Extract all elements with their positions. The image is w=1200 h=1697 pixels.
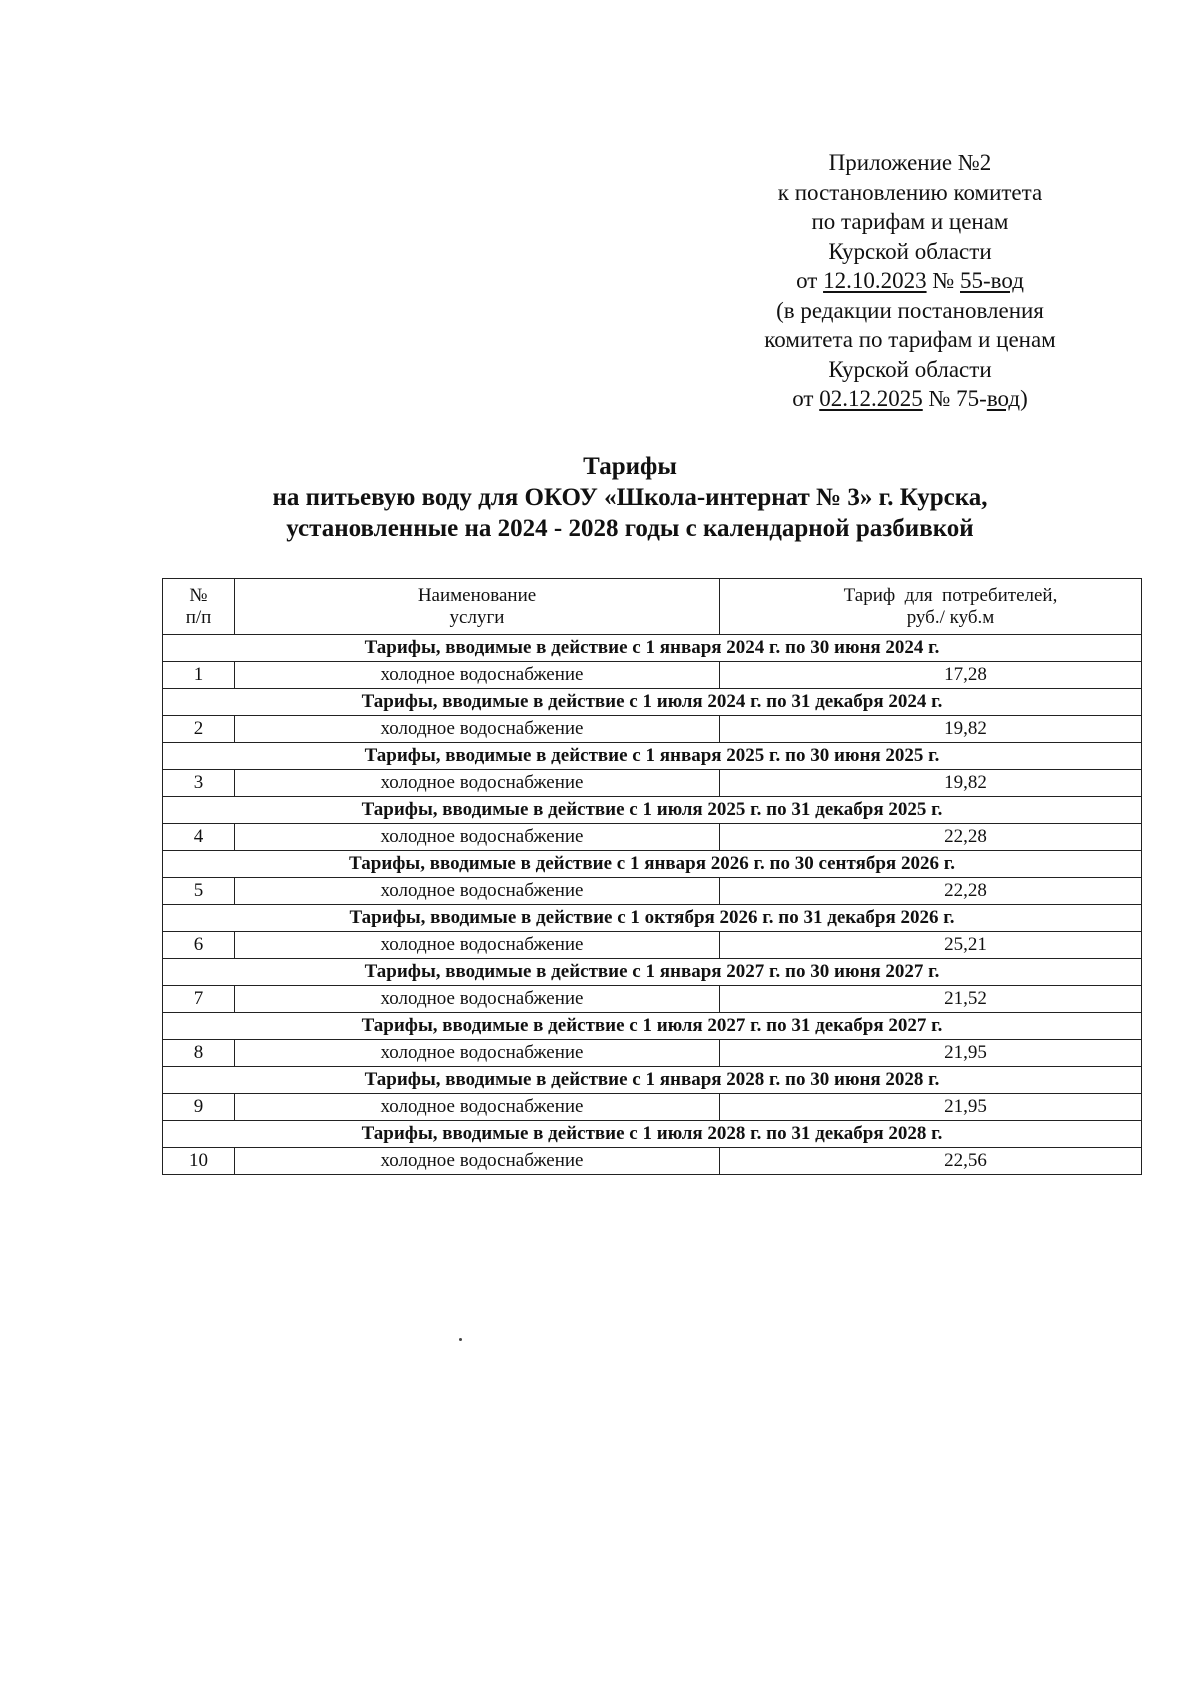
period-label: Тарифы, вводимые в действие с 1 января 2025 г. по 30 июня 2025 г. [163, 743, 1142, 770]
service-name: холодное водоснабжение [235, 824, 720, 851]
table-row [163, 770, 1142, 797]
period-row [163, 1121, 1142, 1148]
row-number: 3 [163, 770, 235, 797]
row-number: 6 [163, 932, 235, 959]
header-tariff-line-1: Тариф для потребителей, [843, 584, 1058, 606]
tariff-value: 25,21 [720, 932, 1142, 959]
row-number: 4 [163, 824, 235, 851]
row-number: 2 [163, 716, 235, 743]
period-row [163, 1013, 1142, 1040]
row-number: 1 [163, 662, 235, 689]
tariff-table [162, 578, 1142, 1175]
edition-line-3: Курской области [828, 356, 992, 382]
period-label: Тарифы, вводимые в действие с 1 января 2028 г. по 30 июня 2028 г. [163, 1067, 1142, 1094]
service-name: холодное водоснабжение [235, 1040, 720, 1067]
tariff-value: 21,52 [720, 986, 1142, 1013]
row-number: 9 [163, 1094, 235, 1121]
service-name: холодное водоснабжение [235, 932, 720, 959]
title-line-1: Тарифы [583, 453, 677, 480]
appendix-resolution-line: к постановлению комитета [777, 179, 1043, 205]
table-row [163, 1040, 1142, 1067]
edition-date: 02.12.2025 [819, 386, 923, 411]
service-name: холодное водоснабжение [235, 878, 720, 905]
period-label: Тарифы, вводимые в действие с 1 июля 2024 г. по 31 декабря 2024 г. [163, 689, 1142, 716]
tariff-value: 19,82 [720, 770, 1142, 797]
tariff-value: 22,28 [720, 824, 1142, 851]
appendix-header [730, 148, 1090, 414]
period-label: Тарифы, вводимые в действие с 1 июля 2027 г. по 31 декабря 2027 г. [163, 1013, 1142, 1040]
table-row [163, 824, 1142, 851]
table-row [163, 932, 1142, 959]
appendix-label: Приложение №2 [828, 150, 992, 175]
service-name: холодное водоснабжение [235, 1148, 720, 1175]
period-row [163, 743, 1142, 770]
header-service-line-1: Наименование [417, 584, 537, 606]
row-number: 5 [163, 878, 235, 905]
header-service [235, 579, 720, 635]
tariff-value: 17,28 [720, 662, 1142, 689]
edition-line-2: комитета по тарифам и ценам [764, 327, 1056, 352]
tariff-value: 21,95 [720, 1040, 1142, 1067]
period-row [163, 851, 1142, 878]
edition-number-sign: № 75- [922, 386, 987, 411]
period-row [163, 689, 1142, 716]
service-name: холодное водоснабжение [235, 1094, 720, 1121]
row-number: 8 [163, 1040, 235, 1067]
service-name: холодное водоснабжение [235, 662, 720, 689]
edition-date-line [730, 384, 1090, 414]
period-row [163, 1067, 1142, 1094]
table-row [163, 1148, 1142, 1175]
service-name: холодное водоснабжение [235, 770, 720, 797]
period-label: Тарифы, вводимые в действие с 1 января 2024 г. по 30 июня 2024 г. [163, 635, 1142, 662]
period-label: Тарифы, вводимые в действие с 1 июля 2028 г. по 31 декабря 2028 г. [163, 1121, 1142, 1148]
number-sign: № [926, 268, 961, 293]
row-number: 10 [163, 1148, 235, 1175]
date-prefix: от [796, 268, 824, 293]
tariff-value: 22,56 [720, 1148, 1142, 1175]
resolution-date: 12.10.2023 [823, 268, 927, 293]
service-name: холодное водоснабжение [235, 986, 720, 1013]
table-row [163, 662, 1142, 689]
edition-date-prefix: от [792, 386, 820, 411]
appendix-date-line [730, 266, 1090, 296]
period-row [163, 905, 1142, 932]
header-service-line-2: услуги [449, 606, 505, 628]
service-name: холодное водоснабжение [235, 716, 720, 743]
period-row [163, 635, 1142, 662]
table-header-row [163, 579, 1142, 635]
header-num-line-2: п/п [185, 606, 212, 628]
tariff-value: 19,82 [720, 716, 1142, 743]
tariff-value: 22,28 [720, 878, 1142, 905]
period-label: Тарифы, вводимые в действие с 1 октября 2026 г. по 31 декабря 2026 г. [163, 905, 1142, 932]
period-label: Тарифы, вводимые в действие с 1 января 2027 г. по 30 июня 2027 г. [163, 959, 1142, 986]
period-row [163, 959, 1142, 986]
header-num [163, 579, 235, 635]
table-row [163, 1094, 1142, 1121]
period-label: Тарифы, вводимые в действие с 1 июля 2025 г. по 31 декабря 2025 г. [163, 797, 1142, 824]
edition-number: вод [986, 386, 1021, 411]
row-number: 7 [163, 986, 235, 1013]
header-tariff-line-2: руб./ куб.м [906, 606, 995, 628]
edition-line-1: (в редакции постановления [776, 297, 1044, 323]
title-line-2: на питьевую воду для ОКОУ «Школа-интернат № 3» г. Курска, [272, 484, 988, 511]
table-row [163, 986, 1142, 1013]
edition-close: ) [1020, 386, 1028, 411]
document-title [150, 451, 1110, 544]
tariff-value: 21,95 [720, 1094, 1142, 1121]
header-tariff [720, 579, 1142, 635]
period-label: Тарифы, вводимые в действие с 1 января 2026 г. по 30 сентября 2026 г. [163, 851, 1142, 878]
appendix-region-line: Курской области [828, 238, 992, 264]
appendix-committee-line: по тарифам и ценам [811, 209, 1009, 234]
scan-speck [459, 1338, 462, 1341]
title-line-3: установленные на 2024 - 2028 годы с календарной разбивкой [286, 515, 974, 542]
period-row [163, 797, 1142, 824]
table-row [163, 716, 1142, 743]
header-num-line-1: № [189, 584, 208, 606]
table-row [163, 878, 1142, 905]
resolution-number: 55-вод [960, 268, 1024, 293]
